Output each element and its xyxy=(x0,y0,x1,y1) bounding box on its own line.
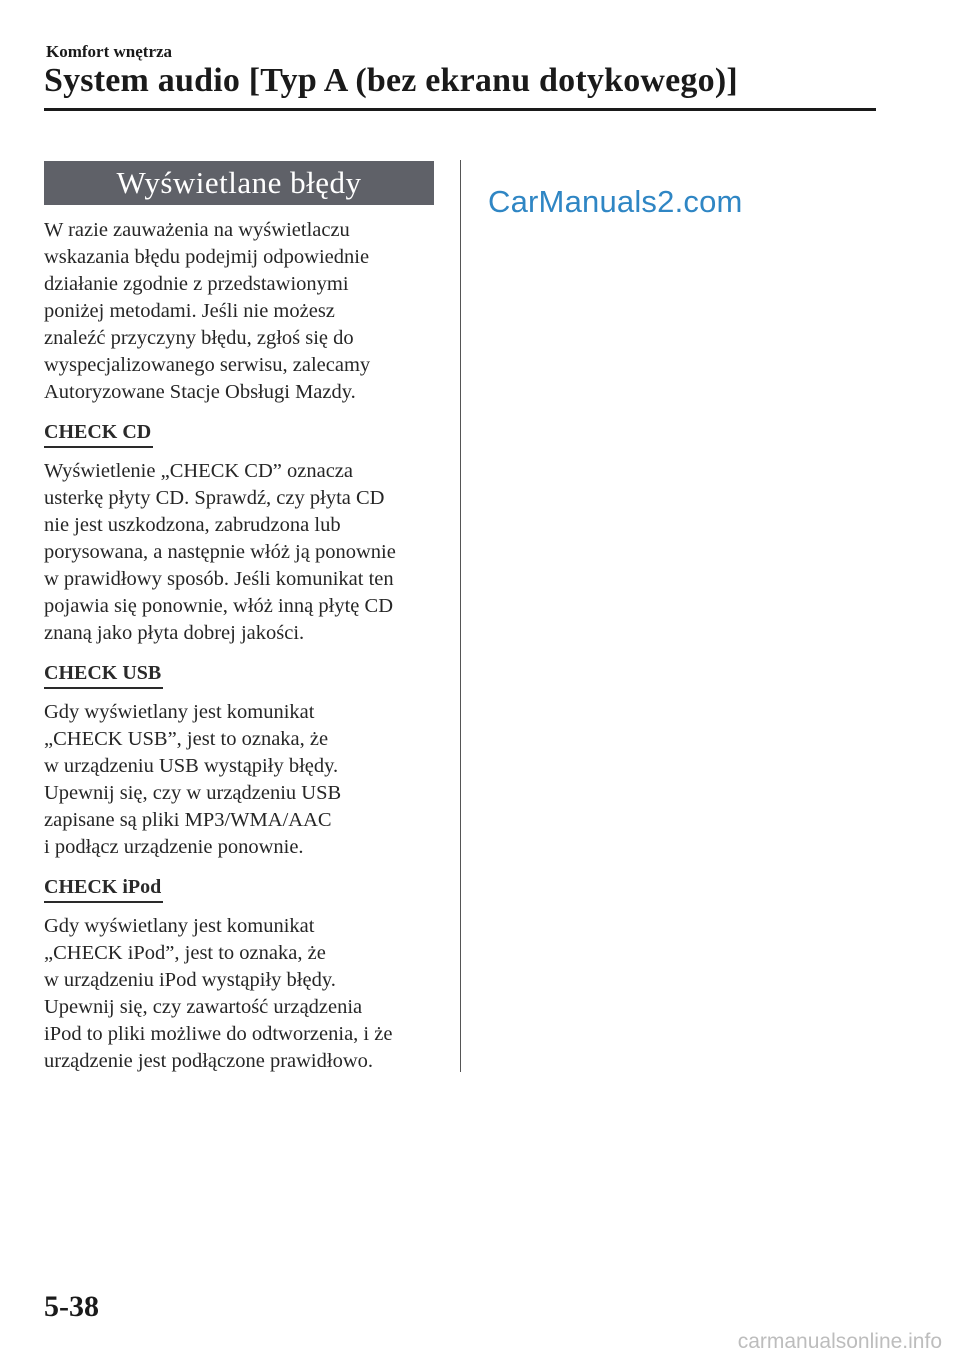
content-column xyxy=(44,161,434,1075)
text-line: usterkę płyty CD. Sprawdź, czy płyta CD xyxy=(44,487,385,509)
subheading: CHECK iPod xyxy=(44,875,163,903)
text-line: „CHECK iPod”, jest to oznaka, że xyxy=(44,942,326,964)
section-label: Komfort wnętrza xyxy=(46,42,173,61)
text-line: znaną jako płyta dobrej jakości. xyxy=(44,622,305,644)
subheading: CHECK USB xyxy=(44,661,163,689)
text-line: zapisane są pliki MP3/WMA/AAC xyxy=(44,809,332,831)
text-line: porysowana, a następnie włóż ją ponownie xyxy=(44,541,396,563)
text-line: urządzenie jest podłączone prawidłowo. xyxy=(44,1050,374,1072)
text-line: poniżej metodami. Jeśli nie możesz xyxy=(44,300,335,322)
column-divider xyxy=(460,160,461,1072)
section-heading: Wyświetlane błędy xyxy=(44,161,434,205)
text-line: Gdy wyświetlany jest komunikat xyxy=(44,915,315,937)
text-line: Autoryzowane Stacje Obsługi Mazdy. xyxy=(44,381,356,403)
text-line: działanie zgodnie z przedstawionymi xyxy=(44,273,349,295)
title-rule xyxy=(44,108,876,111)
text-line: w urządzeniu iPod wystąpiły błędy. xyxy=(44,969,336,991)
text-line: w prawidłowy sposób. Jeśli komunikat ten xyxy=(44,568,394,590)
text-line: „CHECK USB”, jest to oznaka, że xyxy=(44,728,329,750)
text-line: Wyświetlenie „CHECK CD” oznacza xyxy=(44,460,354,482)
text-line: iPod to pliki możliwe do odtworzenia, i że xyxy=(44,1023,393,1045)
text-line: w urządzeniu USB wystąpiły błędy. xyxy=(44,755,339,777)
text-line: wskazania błędu podejmij odpowiednie xyxy=(44,246,370,268)
item-check-usb xyxy=(44,647,434,861)
item-check-cd xyxy=(44,406,434,647)
page-title: System audio [Typ A (bez ekranu dotykowego)] xyxy=(44,62,738,99)
footer-site: carmanualsonline.info xyxy=(737,1330,942,1353)
item-check-ipod xyxy=(44,861,434,1075)
watermark: CarManuals2.com xyxy=(488,184,743,219)
text-line: i podłącz urządzenie ponownie. xyxy=(44,836,304,858)
page-number: 5-38 xyxy=(44,1290,99,1323)
text-line: Upewnij się, czy w urządzeniu USB xyxy=(44,782,342,804)
text-line: Gdy wyświetlany jest komunikat xyxy=(44,701,315,723)
text-line: nie jest uszkodzona, zabrudzona lub xyxy=(44,514,341,536)
text-line: wyspecjalizowanego serwisu, zalecamy xyxy=(44,354,371,376)
subheading: CHECK CD xyxy=(44,420,153,448)
text-line: Upewnij się, czy zawartość urządzenia xyxy=(44,996,363,1018)
text-line: W razie zauważenia na wyświetlaczu xyxy=(44,219,350,241)
intro-paragraph xyxy=(44,217,434,406)
text-line: znaleźć przyczyny błędu, zgłoś się do xyxy=(44,327,354,349)
text-line: pojawia się ponownie, włóż inną płytę CD xyxy=(44,595,394,617)
